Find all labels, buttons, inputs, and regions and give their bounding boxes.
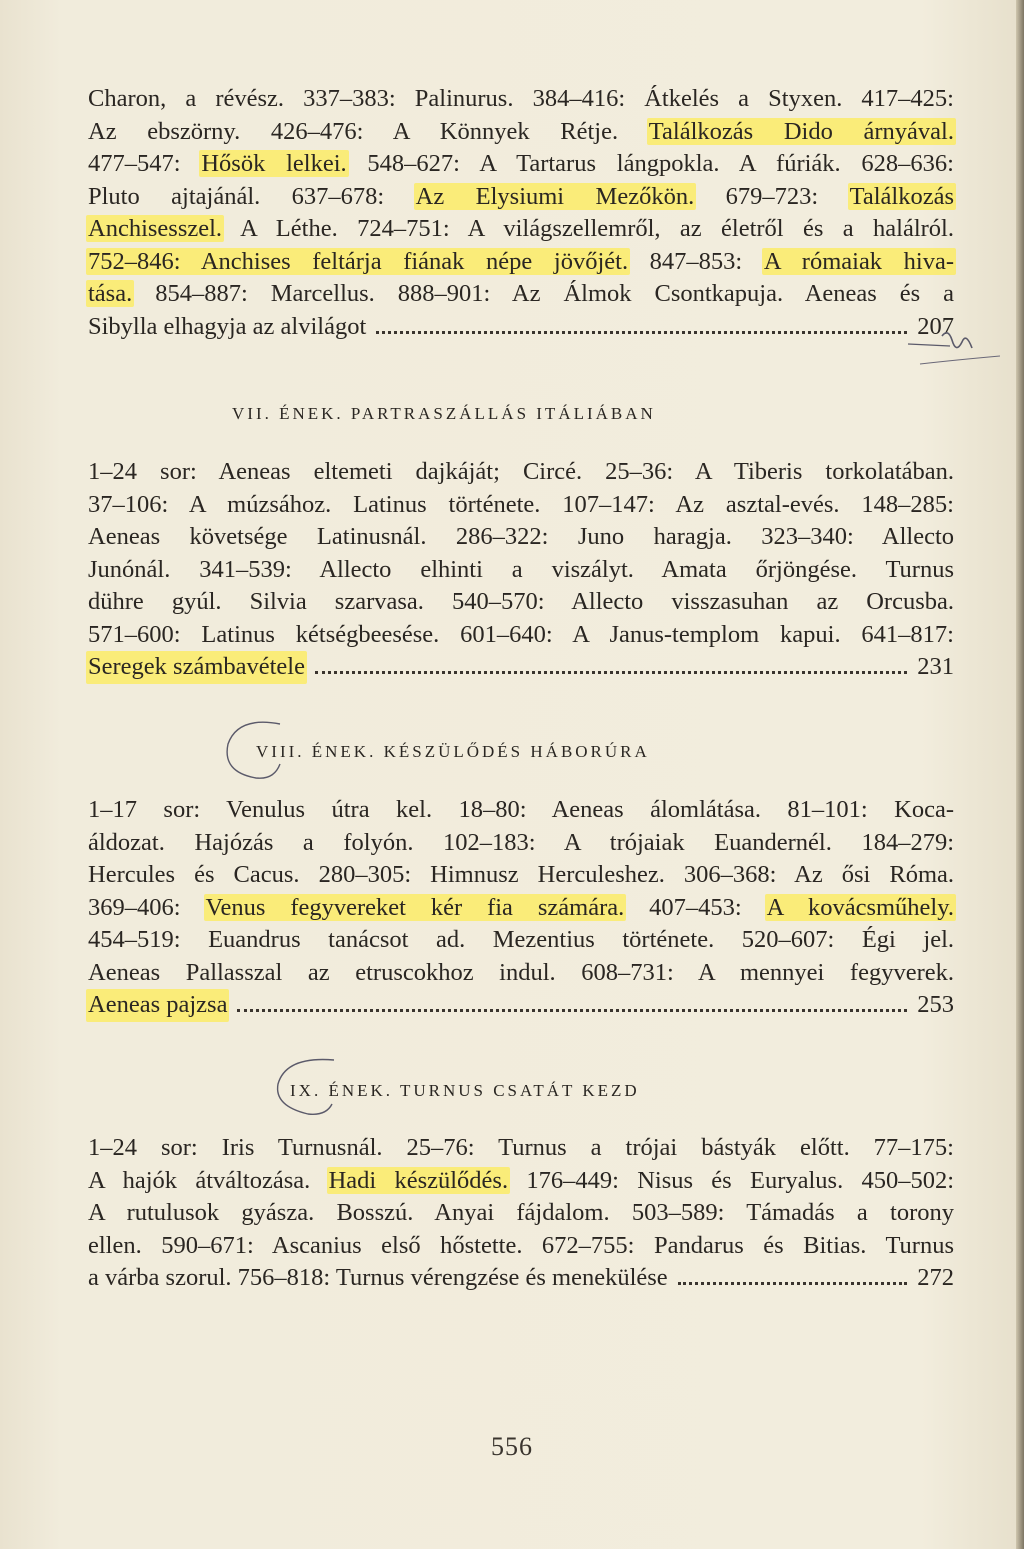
- toc-line: Hercules és Cacus. 280–305: Himnusz Herculeshez. 306–368: Az ősi Róma.: [88, 861, 954, 888]
- toc-section-9: [88, 1132, 954, 1295]
- highlight: 752–846: Anchises feltárja fiának népe jövőjét.: [88, 247, 629, 275]
- toc-line: 477–547: Hősök lelkei. 548–627: A Tartarus lángpokla. A fúriák. 628–636:: [88, 150, 954, 177]
- pencil-annotation: [900, 318, 1020, 378]
- dot-leader: [678, 1282, 908, 1285]
- toc-line: Pluto ajtajánál. 637–678: Az Elysiumi Mezőkön. 679–723: Találkozás: [88, 182, 955, 210]
- section-heading: IX. ÉNEK. TURNUS CSATÁT KEZD: [290, 1081, 640, 1100]
- toc-line: 571–600: Latinus kétségbeesése. 601–640: A Janus-templom kapui. 641–817:: [88, 620, 954, 648]
- highlight: Hadi készülődés.: [328, 1166, 509, 1194]
- toc-line: Az ebszörny. 426–476: A Könnyek Rétje. Találkozás Dido árnyával.: [88, 117, 954, 145]
- toc-line: Junónál. 341–539: Allecto elhinti a viszályt. Amata őrjöngése. Turnus: [88, 555, 954, 583]
- highlight: A kovácsműhely.: [766, 893, 954, 921]
- highlight: A rómaiak hiva-: [763, 247, 955, 275]
- toc-line: 1–17 sor: Venulus útra kel. 18–80: Aeneas álomlátása. 81–101: Koca-: [88, 796, 954, 823]
- section-heading: VIII. ÉNEK. KÉSZÜLŐDÉS HÁBORÚRA: [256, 742, 650, 761]
- dot-leader: [237, 1009, 907, 1012]
- toc-line: dühre gyúl. Silvia szarvasa. 540–570: Allecto visszasuhan az Orcusba.: [88, 588, 954, 615]
- section-heading: VII. ÉNEK. PARTRASZÁLLÁS ITÁLIÁBAN: [232, 404, 656, 423]
- toc-line: Aeneas követsége Latinusnál. 286–322: Juno haragja. 323–340: Allecto: [88, 523, 954, 550]
- toc-entry-last-line: Sibylla elhagyja az alvilágot 207: [88, 311, 954, 344]
- page-reference: 272: [917, 1264, 954, 1291]
- toc-entry-last-line: [88, 989, 954, 1022]
- toc-line: 1–24 sor: Iris Turnusnál. 25–76: Turnus a trójai bástyák előtt. 77–175:: [88, 1134, 954, 1161]
- highlight: Venus fegyvereket kér fia számára.: [205, 893, 625, 921]
- toc-line: ellen. 590–671: Ascanius első hőstette. 672–755: Pandarus és Bitias. Turnus: [88, 1231, 954, 1259]
- toc-section-7: [88, 456, 954, 684]
- toc-line: 454–519: Euandrus tanácsot ad. Mezentius története. 520–607: Égi jel.: [88, 926, 954, 953]
- toc-line: Charon, a révész. 337–383: Palinurus. 384–416: Átkelés a Styxen. 417–425:: [88, 85, 954, 112]
- highlight: Hősök lelkei.: [201, 150, 347, 177]
- dot-leader: [315, 671, 907, 674]
- highlight: Az Elysiumi Mezőkön.: [415, 182, 695, 210]
- highlight: Anchisesszel.: [88, 215, 223, 242]
- page-reference: 231: [917, 653, 954, 680]
- toc-section-6: [88, 83, 954, 343]
- toc-entry-last-line: a várba szorul. 756–818: Turnus vérengzése és menekülése 272: [88, 1262, 954, 1295]
- highlight: Seregek számbavétele: [86, 651, 307, 684]
- toc-line: A hajók átváltozása. Hadi készülődés. 176–449: Nisus és Euryalus. 450–502:: [88, 1166, 955, 1194]
- toc-line: 37–106: A múzsához. Latinus története. 107–147: Az asztal-evés. 148–285:: [88, 490, 954, 518]
- toc-line: 369–406: Venus fegyvereket kér fia számára. 407–453: A kovácsműhely.: [88, 893, 954, 921]
- page-edge-shadow: [1016, 0, 1024, 1549]
- toc-line: tása. 854–887: Marcellus. 888–901: Az Álmok Csontkapuja. Aeneas és a: [88, 280, 955, 307]
- page-number: 556: [491, 1432, 533, 1461]
- highlight: Találkozás Dido árnyával.: [648, 117, 954, 145]
- toc-line: A rutulusok gyásza. Bosszú. Anyai fájdalom. 503–589: Támadás a torony: [88, 1199, 954, 1226]
- toc-entry-last-line: [88, 651, 954, 684]
- dot-leader: [376, 331, 907, 334]
- toc-line: Anchisesszel. A Léthe. 724–751: A világszellemről, az életről és a halálról.: [88, 215, 954, 242]
- toc-section-8: [88, 794, 954, 1022]
- highlight: Találkozás: [849, 182, 955, 210]
- toc-line: áldozat. Hajózás a folyón. 102–183: A trójaiak Euandernél. 184–279:: [88, 828, 954, 856]
- toc-line: 1–24 sor: Aeneas eltemeti dajkáját; Circé. 25–36: A Tiberis torkolatában.: [88, 458, 954, 485]
- highlight: tása.: [88, 280, 133, 307]
- page-reference: 207: [917, 312, 954, 340]
- highlight: Aeneas pajzsa: [86, 989, 229, 1022]
- toc-line: 752–846: Anchises feltárja fiának népe jövőjét. 847–853: A rómaiak hiva-: [88, 247, 955, 275]
- toc-line: Aeneas Pallasszal az etruscokhoz indul. 608–731: A mennyei fegyverek.: [88, 958, 954, 986]
- page-reference: 253: [917, 991, 954, 1018]
